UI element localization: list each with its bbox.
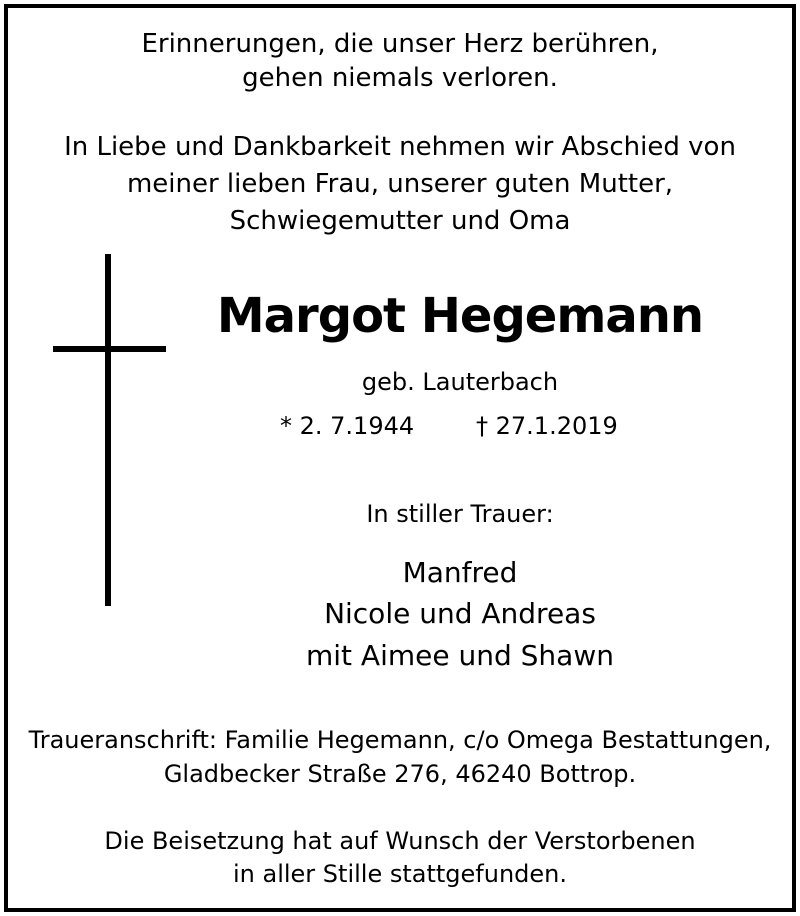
mourner-line-1: Manfred — [402, 556, 518, 589]
burial-line-1: Die Beisetzung hat auf Wunsch der Verstorbenen — [104, 827, 696, 855]
birth-name: geb. Lauterbach — [361, 368, 559, 396]
intro-line-2: meiner lieben Frau, unserer guten Mutter, — [126, 169, 674, 199]
intro-line-1: In Liebe und Dankbarkeit nehmen wir Abschied von — [64, 132, 736, 162]
birth-date: * 2. 7.1944 — [280, 412, 415, 440]
death-date: † 27.1.2019 — [476, 412, 618, 440]
cross-icon — [105, 254, 111, 606]
cross-icon-bar — [53, 346, 166, 352]
motto-line-1: Erinnerungen, die unser Herz berühren, — [141, 29, 659, 59]
mourner-line-3: mit Aimee und Shawn — [306, 639, 614, 672]
mourner-line-2: Nicole und Andreas — [324, 597, 596, 630]
burial-line-2: in aller Stille stattgefunden. — [232, 860, 567, 888]
motto-line-2: gehen niemals verloren. — [242, 63, 558, 93]
address-line-1: Traueranschrift: Familie Hegemann, c/o Omega Bestattungen, — [28, 726, 772, 754]
intro-line-3: Schwiegemutter und Oma — [229, 206, 571, 236]
deceased-name: Margot Hegemann — [216, 288, 704, 344]
mourners-heading: In stiller Trauer: — [366, 500, 554, 528]
address-line-2: Gladbecker Straße 276, 46240 Bottrop. — [163, 760, 637, 788]
